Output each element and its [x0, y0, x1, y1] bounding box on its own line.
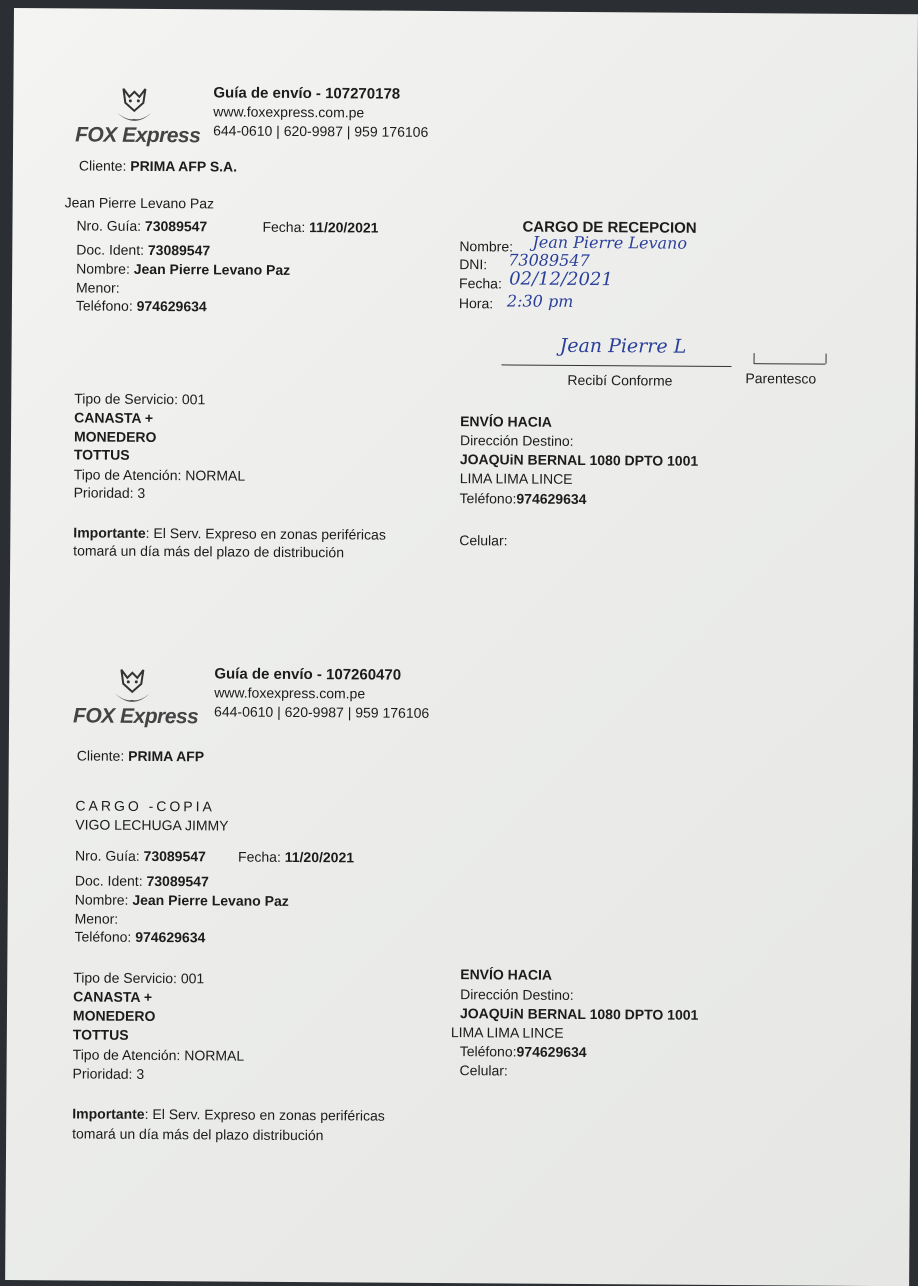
- signature-line: [502, 364, 732, 367]
- nombre: [75, 891, 289, 909]
- signature: Jean Pierre L: [559, 334, 687, 358]
- paper-sheet: [5, 8, 918, 1286]
- cargo-copia: CARGO -COPIA: [75, 797, 215, 815]
- celular-label: Celular:: [459, 1062, 508, 1079]
- distrito: LIMA LIMA LINCE: [459, 470, 573, 487]
- client-label: Cliente:: [78, 157, 127, 174]
- doc-ident: [75, 872, 209, 890]
- direccion-label: Dirección Destino:: [459, 432, 574, 449]
- fecha: [238, 849, 354, 867]
- telefono-label: Teléfono:: [74, 928, 132, 945]
- envio-title: ENVÍO HACIA: [460, 966, 553, 983]
- cargo-dni-hand: 73089547: [508, 250, 590, 271]
- telefono-value: 974629634: [136, 297, 207, 315]
- logo-text: FOX Express: [75, 123, 201, 148]
- telefono: [76, 297, 207, 315]
- recipient-name: VIGO LECHUGA JIMMY: [75, 816, 229, 834]
- telefono-label: Teléfono:: [75, 297, 133, 314]
- cargo-hora-hand: 2:30 pm: [506, 291, 574, 311]
- fox-logo-icon: [109, 664, 155, 710]
- servicio-label: Tipo de Servicio: 001: [74, 390, 206, 408]
- phones: 644-0610 | 620-9987 | 959 176106: [214, 703, 430, 721]
- fecha-label: Fecha:: [238, 848, 281, 865]
- menor-label: Menor:: [74, 910, 119, 927]
- atencion: Tipo de Atención: NORMAL: [73, 466, 246, 484]
- servicio-line-3: TOTTUS: [73, 446, 130, 463]
- parentesco-tick-left: [754, 353, 755, 363]
- nombre: [76, 260, 290, 278]
- fox-logo-icon: [111, 83, 157, 129]
- doc-value: 73089547: [147, 241, 211, 259]
- client-label: Cliente:: [76, 747, 125, 764]
- doc-ident: [76, 241, 210, 259]
- client-value: PRIMA AFP: [128, 747, 205, 765]
- guide-title: Guía de envío - 107270178: [213, 84, 401, 103]
- servicio-line-1: CANASTA +: [73, 988, 153, 1005]
- envio-tel-label: Teléfono:: [459, 1043, 517, 1060]
- cargo-nombre-hand: Jean Pierre Levano: [532, 232, 688, 253]
- cargo-title: CARGO DE RECEPCION: [522, 218, 697, 237]
- guide-title: Guía de envío - 107260470: [214, 665, 402, 684]
- direccion-value: JOAQUiN BERNAL 1080 DPTO 1001: [459, 451, 699, 469]
- atencion: Tipo de Atención: NORMAL: [72, 1046, 245, 1064]
- envio-title: ENVÍO HACIA: [460, 413, 552, 430]
- importante-text: : El Serv. Expreso en zonas periféricas: [145, 524, 386, 543]
- recibi-conforme: Recibí Conforme: [567, 371, 673, 389]
- importante-label: Importante: [72, 1105, 145, 1122]
- celular-label: Celular:: [459, 532, 508, 549]
- servicio-line-2: MONEDERO: [72, 1007, 156, 1025]
- website: www.foxexpress.com.pe: [214, 684, 366, 702]
- prioridad: Prioridad: 3: [72, 1065, 145, 1082]
- direccion-label: Dirección Destino:: [460, 986, 574, 1003]
- logo-text: FOX Express: [72, 704, 199, 729]
- importante: [72, 1105, 385, 1124]
- nombre-label: Nombre:: [76, 260, 130, 277]
- cargo-fecha-hand: 02/12/2021: [509, 268, 613, 291]
- envio-tel-label: Teléfono:: [459, 490, 517, 507]
- envio-telefono: [460, 490, 587, 508]
- importante-label: Importante: [73, 524, 146, 541]
- nombre-value: Jean Pierre Levano Paz: [133, 260, 291, 278]
- nro-guia-value: 73089547: [143, 847, 206, 865]
- nro-guia: [75, 847, 206, 865]
- nro-guia-value: 73089547: [144, 217, 208, 235]
- importante-text: : El Serv. Expreso en zonas periféricas: [144, 1105, 385, 1124]
- importante: [73, 524, 386, 543]
- telefono: [74, 928, 205, 946]
- parentesco-tick-right: [826, 354, 827, 364]
- servicio-line-2: MONEDERO: [73, 428, 157, 446]
- nombre-value: Jean Pierre Levano Paz: [132, 891, 289, 909]
- nro-guia: [76, 217, 207, 235]
- nro-guia-label: Nro. Guía:: [75, 847, 140, 864]
- guide-1: [14, 8, 918, 561]
- nro-guia-label: Nro. Guía:: [76, 217, 142, 234]
- servicio-line-1: CANASTA +: [74, 409, 154, 426]
- website: www.foxexpress.com.pe: [213, 103, 365, 121]
- fecha-value: 11/20/2021: [309, 219, 379, 236]
- recipient-name: Jean Pierre Levano Paz: [64, 194, 215, 212]
- parentesco-line: [754, 363, 826, 365]
- cargo-dni-label: DNI:: [459, 256, 488, 273]
- importante-text-2: tomará un día más del plazo de distribución: [73, 542, 345, 561]
- envio-tel-value: 974629634: [516, 490, 587, 508]
- doc-label: Doc. Ident:: [74, 872, 143, 889]
- envio-tel-value: 974629634: [516, 1043, 587, 1061]
- servicio-label: Tipo de Servicio: 001: [73, 969, 205, 987]
- fecha-label: Fecha:: [262, 218, 306, 236]
- nombre-label: Nombre:: [74, 891, 129, 908]
- cargo-fecha-label: Fecha:: [459, 275, 502, 292]
- envio-telefono: [460, 1043, 587, 1061]
- client-line: [79, 157, 237, 175]
- parentesco-label: Parentesco: [745, 370, 817, 387]
- servicio-line-3: TOTTUS: [72, 1026, 129, 1043]
- phones: 644-0610 | 620-9987 | 959 176106: [213, 122, 429, 140]
- doc-label: Doc. Ident:: [76, 241, 145, 258]
- fecha-value: 11/20/2021: [284, 848, 355, 866]
- importante-text-2: tomará un día más del plazo distribución: [72, 1125, 324, 1144]
- client-line: [77, 747, 204, 765]
- doc-value: 73089547: [146, 872, 209, 890]
- cargo-nombre-label: Nombre:: [459, 238, 514, 255]
- telefono-value: 974629634: [135, 928, 206, 946]
- prioridad: Prioridad: 3: [73, 484, 146, 501]
- fecha: [262, 219, 378, 237]
- client-value: PRIMA AFP S.A.: [130, 157, 238, 175]
- cargo-hora-label: Hora:: [458, 295, 494, 312]
- direccion-value: JOAQUiN BERNAL 1080 DPTO 1001: [459, 1005, 699, 1023]
- distrito: LIMA LIMA LINCE: [450, 1024, 564, 1041]
- menor-label: Menor:: [75, 279, 120, 296]
